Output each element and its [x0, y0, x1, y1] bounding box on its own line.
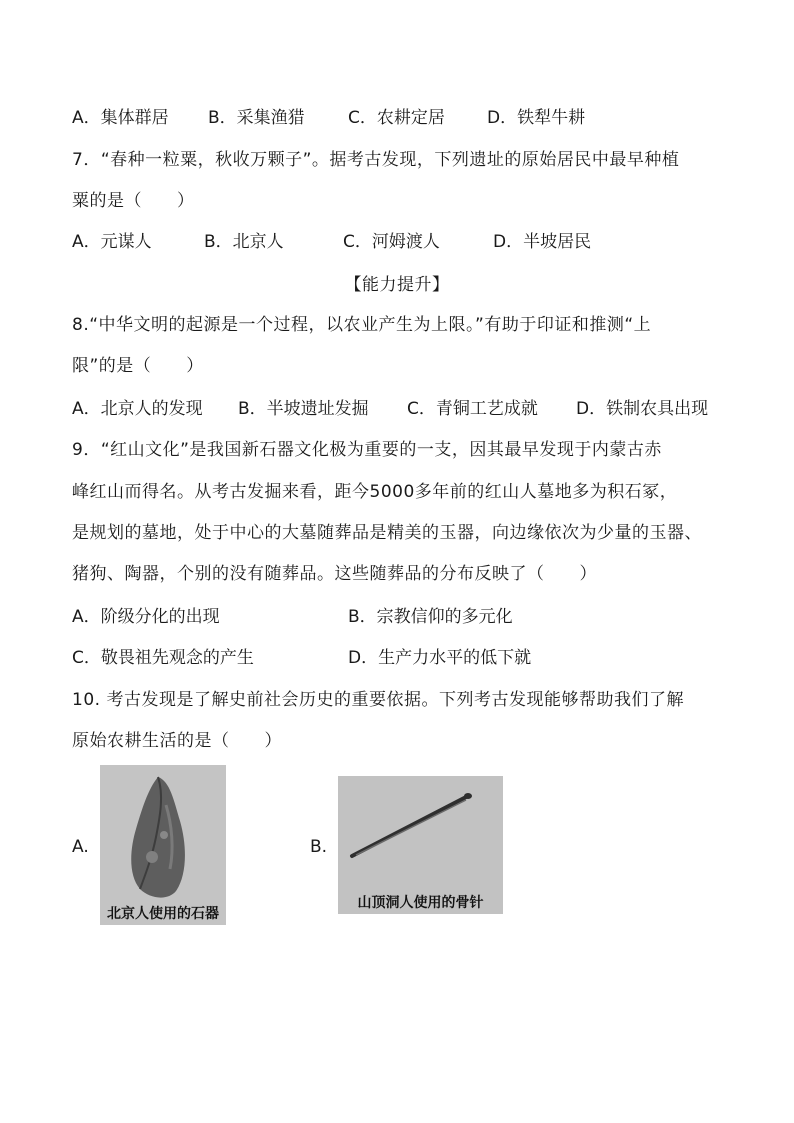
stone-tool-icon [100, 765, 226, 925]
q9-stem-line-2: 峰红山而得名。从考古发掘来看，距今5000多年前的红山人墓地多为积石冢， [72, 482, 678, 502]
q9-stem-line-1: 9．“红山文化”是我国新石器文化极为重要的一支，因其最早发现于内蒙古赤 [72, 440, 662, 460]
q10-stem-line-2: 原始农耕生活的是（ ） [72, 731, 282, 751]
q7-stem-line-2: 粟的是（ ） [72, 191, 195, 211]
q8-option-a: A．北京人的发现 [72, 399, 203, 419]
q7-option-d: D．半坡居民 [493, 232, 592, 252]
stone-tool-caption: 北京人使用的石器 [107, 906, 219, 922]
q9-stem-line-3: 是规划的墓地，处于中心的大墓随葬品是精美的玉器，向边缘依次为少量的玉器、 [72, 523, 702, 543]
q8-option-d: D．铁制农具出现 [576, 399, 709, 419]
q8-stem-line-2: 限”的是（ ） [72, 356, 204, 376]
q7-option-b: B．北京人 [204, 232, 284, 252]
q9-option-a: A．阶级分化的出现 [72, 607, 220, 627]
q9-option-b: B．宗教信仰的多元化 [348, 607, 513, 627]
q9-option-d: D．生产力水平的低下就 [348, 648, 532, 668]
q6-option-d: D．铁犁牛耕 [487, 108, 586, 128]
q7-stem-line-1: 7．“春种一粒粟，秋收万颗子”。据考古发现，下列遗址的原始居民中最早种植 [72, 150, 680, 170]
q9-stem-line-4: 猪狗、陶器，个别的没有随葬品。这些随葬品的分布反映了（ ） [72, 564, 597, 584]
q7-option-c: C．河姆渡人 [343, 232, 440, 252]
q9-option-c: C．敬畏祖先观念的产生 [72, 648, 254, 668]
q6-option-c: C．农耕定居 [348, 108, 445, 128]
q8-stem-line-1: 8.“中华文明的起源是一个过程，以农业产生为上限。”有助于印证和推测“上 [72, 315, 652, 335]
q10-option-a-label: A. [72, 837, 89, 857]
q7-option-a: A．元谋人 [72, 232, 152, 252]
stone-tool-image [100, 765, 226, 925]
q6-option-b: B．采集渔猎 [208, 108, 305, 128]
q6-option-a: A．集体群居 [72, 108, 169, 128]
q8-option-b: B．半坡遗址发掘 [238, 399, 369, 419]
bone-needle-caption: 山顶洞人使用的骨针 [357, 895, 484, 911]
section-title: 【能力提升】 [344, 275, 450, 295]
bone-needle-image [338, 776, 503, 914]
q10-option-b-label: B. [310, 837, 328, 857]
q8-option-c: C．青铜工艺成就 [407, 399, 538, 419]
q10-stem-line-1: 10. 考古发现是了解史前社会历史的重要依据。下列考古发现能够帮助我们了解 [72, 690, 684, 710]
